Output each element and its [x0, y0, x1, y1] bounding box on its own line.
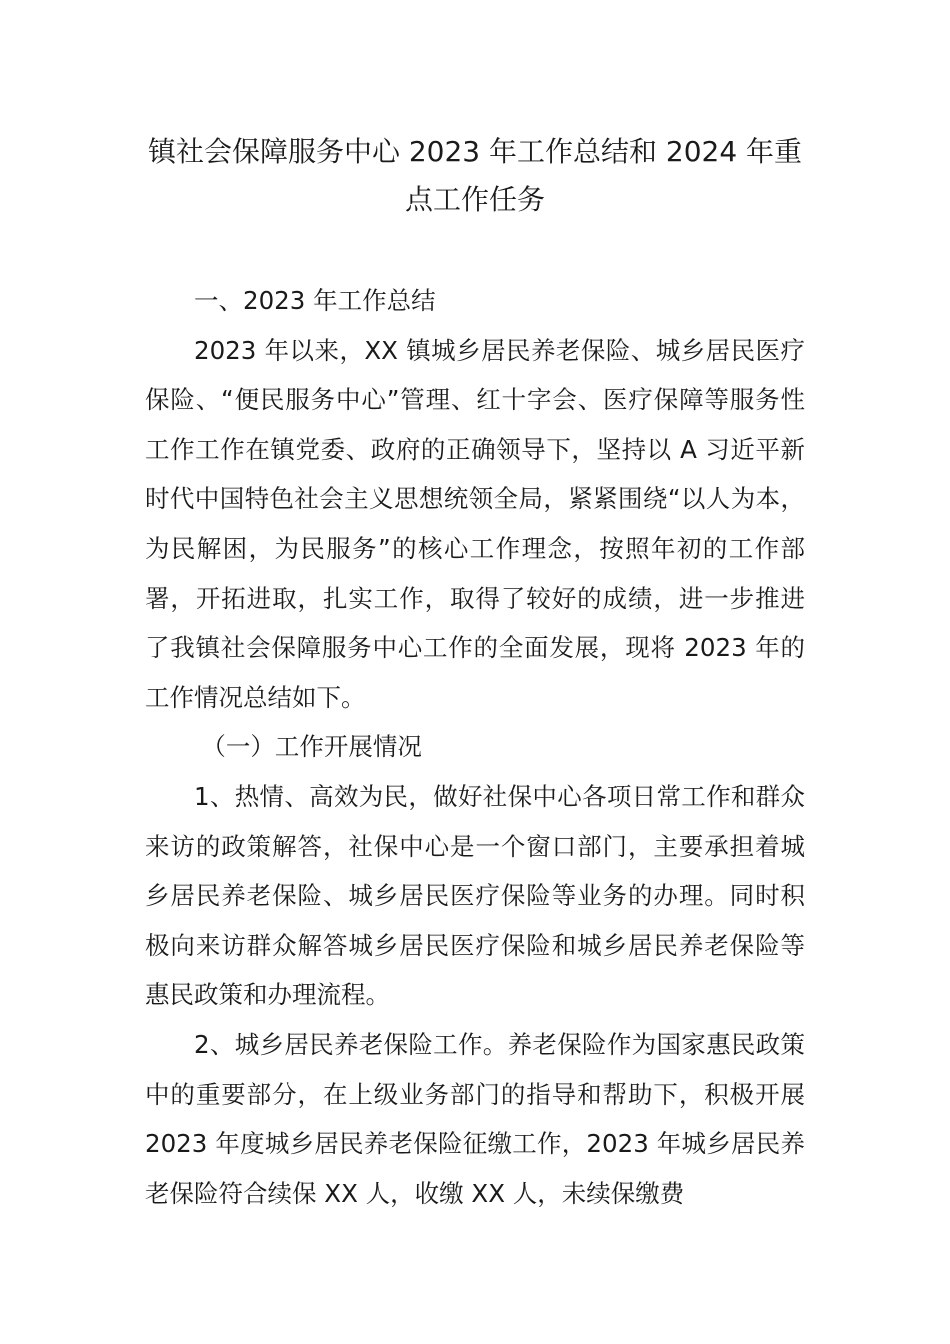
document-body: [145, 276, 805, 1218]
document-title-line-1: 镇社会保障服务中心 2023 年工作总结和 2024 年重: [147, 135, 803, 168]
document-title: [130, 128, 820, 224]
section-heading: 一、2023 年工作总结: [194, 286, 436, 315]
list-item-2: 2、城乡居民养老保险工作。养老保险作为国家惠民政策中的重要部分，在上级业务部门的指导和帮助下，积极开展 2023 年度城乡居民养老保险征缴工作，2023 年城乡居民养老保险符合续保 XX 人，收缴 XX 人，未续保缴费: [145, 1029, 805, 1208]
intro-paragraph: 2023 年以来，XX 镇城乡居民养老保险、城乡居民医疗保险、“便民服务中心”管理、红十字会、医疗保障等服务性工作工作在镇党委、政府的正确领导下，坚持以 A 习近平新时代中国特色社会主义思想统领全局，紧紧围绕“以人为本，为民解困，为民服务”的核心工作理念，按照年初的工作部署，开拓进取，扎实工作，取得了较好的成绩，进一步推进了我镇社会保障服务中心工作的全面发展，现将 2023 年的工作情况总结如下。: [145, 335, 805, 712]
document-title-line-2: 点工作任务: [404, 183, 545, 216]
subsection-heading: （一）工作开展情况: [201, 732, 422, 762]
list-item-1: 1、热情、高效为民，做好社保中心各项日常工作和群众来访的政策解答，社保中心是一个窗口部门，主要承担着城乡居民养老保险、城乡居民医疗保险等业务的办理。同时积极向来访群众解答城乡居民医疗保险和城乡居民养老保险等惠民政策和办理流程。: [145, 781, 805, 1010]
